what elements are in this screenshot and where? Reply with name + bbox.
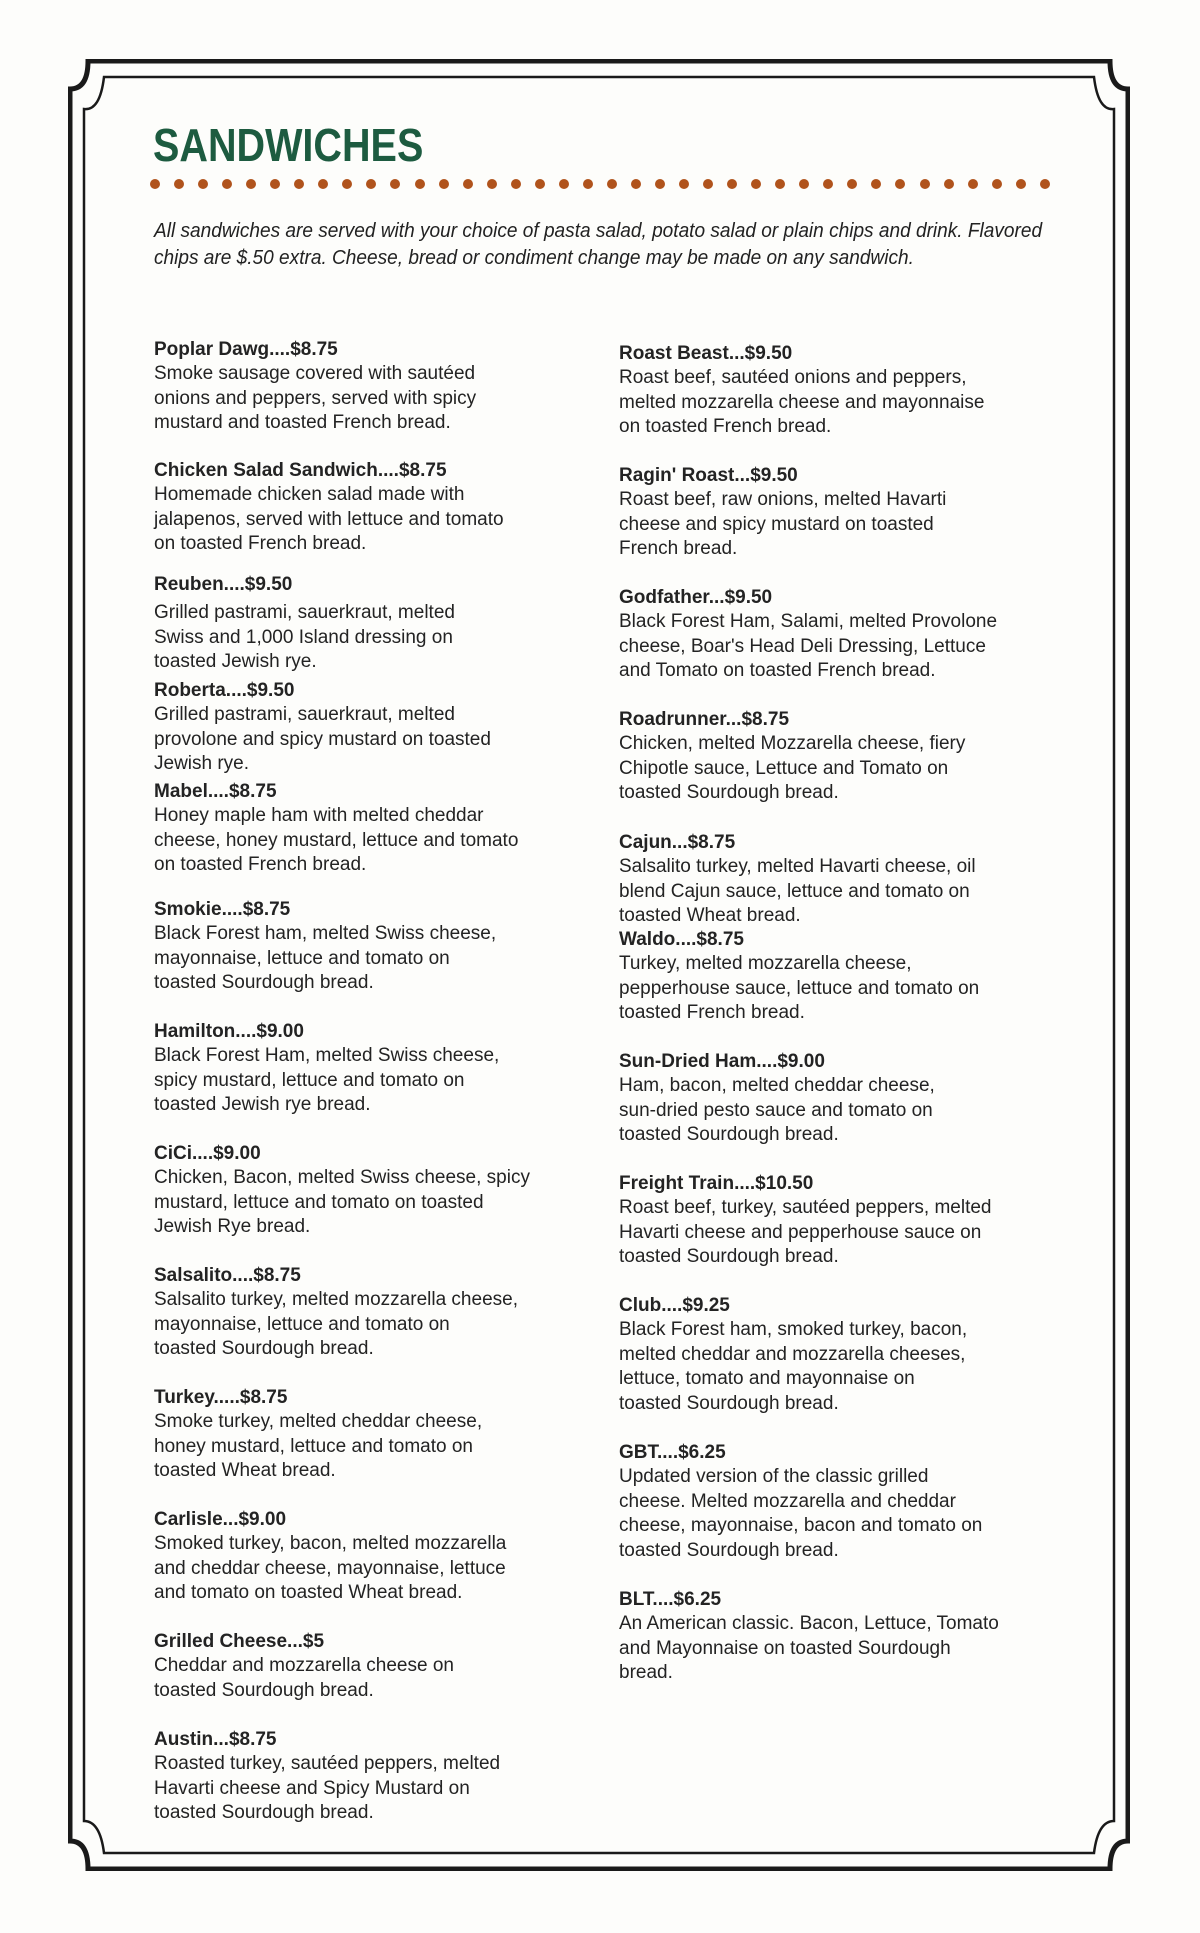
menu-item-name-price: Mabel....$8.75 (154, 781, 277, 802)
menu-item-description: Roast beef, turkey, sautéed peppers, melted Havarti cheese and pepperhouse sauce on toasted Sourdough bread. (619, 1197, 992, 1267)
divider-dot (847, 179, 857, 189)
menu-item-description: Black Forest Ham, Salami, melted Provolone cheese, Boar's Head Deli Dressing, Lettuce and Tomato on toasted French bread. (619, 611, 998, 681)
menu-item-description: Black Forest ham, melted Swiss cheese, mayonnaise, lettuce and tomato on toasted Sourdough bread. (154, 923, 497, 993)
menu-item-name-price: Godfather...$9.50 (619, 587, 773, 608)
menu-item (154, 459, 624, 557)
menu-item (154, 1386, 624, 1484)
menu-item-name-price: Grilled Cheese...$5 (154, 1631, 325, 1652)
menu-item-description: Honey maple ham with melted cheddar cheese, honey mustard, lettuce and tomato on toasted French bread. (154, 805, 519, 875)
divider-dot (679, 179, 689, 189)
menu-item-name-price: Chicken Salad Sandwich....$8.75 (154, 460, 447, 481)
divider-dot (1016, 179, 1026, 189)
menu-item-name-price: Hamilton....$9.00 (154, 1021, 304, 1042)
menu-item-name-price: Austin...$8.75 (154, 1729, 277, 1750)
divider-dot (1040, 179, 1050, 189)
divider-dot (366, 179, 376, 189)
menu-item-description: Smoked turkey, bacon, melted mozzarella and cheddar cheese, mayonnaise, lettuce and tomato on toasted Wheat bread. (154, 1533, 507, 1603)
menu-item-description: Black Forest Ham, melted Swiss cheese, spicy mustard, lettuce and tomato on toasted Jewish rye bread. (154, 1045, 500, 1115)
menu-item (619, 708, 1089, 806)
menu-item-description: Grilled pastrami, sauerkraut, melted Swiss and 1,000 Island dressing on toasted Jewish rye. (154, 602, 455, 672)
divider-dot (150, 179, 160, 189)
intro-text: All sandwiches are served with your choice of pasta salad, potato salad or plain chips and drink. Flavored chips are $.50 extra. Cheese, bread or condiment change may be made on any sandwich. (154, 219, 1043, 269)
menu-item-name-price: Roberta....$9.50 (154, 680, 295, 701)
menu-item-description: Updated version of the classic grilled cheese. Melted mozzarella and cheddar cheese, mayonnaise, bacon and tomato on toasted Sourdough bread. (619, 1466, 983, 1561)
menu-item-description: Smoke turkey, melted cheddar cheese, honey mustard, lettuce and tomato on toasted Wheat bread. (154, 1411, 483, 1481)
menu-item-name-price: Ragin' Roast...$9.50 (619, 465, 798, 486)
menu-item (619, 1294, 1089, 1416)
menu-item (154, 780, 624, 878)
menu-item-name-price: Club....$9.25 (619, 1295, 730, 1316)
menu-item-description: Chicken, melted Mozzarella cheese, fiery Chipotle sauce, Lettuce and Tomato on toasted Sourdough bread. (619, 733, 966, 803)
divider-dot (535, 179, 545, 189)
divider-dot (992, 179, 1002, 189)
menu-item-description: Roast beef, sautéed onions and peppers, melted mozzarella cheese and mayonnaise on toasted French bread. (619, 367, 985, 437)
menu-item (619, 831, 1089, 929)
divider-dot (342, 179, 352, 189)
divider-dot (799, 179, 809, 189)
menu-item-name-price: GBT....$6.25 (619, 1442, 726, 1463)
menu-item-name-price: Freight Train....$10.50 (619, 1173, 814, 1194)
menu-item-name-price: Roadrunner...$8.75 (619, 709, 790, 730)
menu-item-description: Roast beef, raw onions, melted Havarti cheese and spicy mustard on toasted French bread. (619, 489, 947, 559)
divider-dot (583, 179, 593, 189)
divider-dot (463, 179, 473, 189)
menu-item-description: An American classic. Bacon, Lettuce, Tomato and Mayonnaise on toasted Sourdough bread. (619, 1613, 999, 1683)
menu-item-description: Turkey, melted mozzarella cheese, pepperhouse sauce, lettuce and tomato on toasted French bread. (619, 953, 980, 1023)
menu-item-description: Salsalito turkey, melted Havarti cheese, oil blend Cajun sauce, lettuce and tomato on toasted Wheat bread. (619, 856, 976, 926)
divider-dot (222, 179, 232, 189)
menu-item (619, 342, 1089, 440)
menu-item (154, 679, 624, 777)
menu-item-name-price: CiCi....$9.00 (154, 1143, 261, 1164)
divider-dot (439, 179, 449, 189)
divider-dot (968, 179, 978, 189)
menu-item-name-price: Waldo....$8.75 (619, 929, 744, 950)
menu-item-description: Black Forest ham, smoked turkey, bacon, melted cheddar and mozzarella cheeses, lettuce, tomato and mayonnaise on toasted Sourdough bread. (619, 1319, 968, 1414)
menu-item (154, 1264, 624, 1362)
menu-item-description: Chicken, Bacon, melted Swiss cheese, spicy mustard, lettuce and tomato on toasted Jewish Rye bread. (154, 1167, 530, 1237)
divider-dot (703, 179, 713, 189)
menu-item-description: Homemade chicken salad made with jalapenos, served with lettuce and tomato on toasted French bread. (154, 484, 504, 554)
menu-item-name-price: Cajun...$8.75 (619, 832, 736, 853)
menu-item-name-price: Roast Beast...$9.50 (619, 343, 793, 364)
menu-item (619, 1172, 1089, 1270)
menu-item (619, 928, 1089, 1026)
menu-item-description: Cheddar and mozzarella cheese on toasted Sourdough bread. (154, 1655, 454, 1701)
divider-dot (655, 179, 665, 189)
menu-item-name-price: Salsalito....$8.75 (154, 1265, 301, 1286)
menu-item-name-price: Sun-Dried Ham....$9.00 (619, 1051, 825, 1072)
divider-dot (727, 179, 737, 189)
divider-dot (246, 179, 256, 189)
divider-dot (294, 179, 304, 189)
menu-item (154, 573, 624, 675)
menu-item-name-price: Turkey.....$8.75 (154, 1387, 288, 1408)
dotted-divider (150, 179, 1050, 191)
menu-item-description: Smoke sausage covered with sautéed onions and peppers, served with spicy mustard and toasted French bread. (154, 363, 477, 433)
menu-item-name-price: Smokie....$8.75 (154, 899, 291, 920)
menu-item-name-price: Carlisle...$9.00 (154, 1509, 287, 1530)
menu-item-description: Grilled pastrami, sauerkraut, melted provolone and spicy mustard on toasted Jewish rye. (154, 704, 491, 774)
divider-dot (751, 179, 761, 189)
divider-dot (318, 179, 328, 189)
divider-dot (823, 179, 833, 189)
menu-item (619, 464, 1089, 562)
menu-item-name-price: Reuben....$9.50 (154, 574, 293, 595)
menu-item (154, 1728, 624, 1826)
divider-dot (607, 179, 617, 189)
divider-dot (920, 179, 930, 189)
divider-dot (559, 179, 569, 189)
menu-item (619, 586, 1089, 684)
divider-dot (270, 179, 280, 189)
menu-item (154, 898, 624, 996)
menu-item (154, 338, 624, 436)
divider-dot (487, 179, 497, 189)
divider-dot (415, 179, 425, 189)
menu-item (154, 1020, 624, 1118)
menu-item-name-price: Poplar Dawg....$8.75 (154, 339, 338, 360)
divider-dot (390, 179, 400, 189)
page-title: SANDWICHES (153, 119, 424, 171)
menu-item (619, 1441, 1089, 1563)
menu-item-description: Ham, bacon, melted cheddar cheese, sun-dried pesto sauce and tomato on toasted Sourdough bread. (619, 1075, 935, 1145)
menu-item-description: Roasted turkey, sautéed peppers, melted Havarti cheese and Spicy Mustard on toasted Sourdough bread. (154, 1753, 501, 1823)
menu-item-description: Salsalito turkey, melted mozzarella cheese, mayonnaise, lettuce and tomato on toasted Sourdough bread. (154, 1289, 518, 1359)
menu-item (154, 1142, 624, 1240)
divider-dot (895, 179, 905, 189)
divider-dot (511, 179, 521, 189)
menu-item (154, 1508, 624, 1606)
divider-dot (198, 179, 208, 189)
divider-dot (631, 179, 641, 189)
menu-item (619, 1588, 1089, 1686)
divider-dot (944, 179, 954, 189)
menu-item (619, 1050, 1089, 1148)
menu-item (154, 1630, 624, 1703)
divider-dot (174, 179, 184, 189)
divider-dot (775, 179, 785, 189)
divider-dot (871, 179, 881, 189)
menu-item-name-price: BLT....$6.25 (619, 1589, 722, 1610)
